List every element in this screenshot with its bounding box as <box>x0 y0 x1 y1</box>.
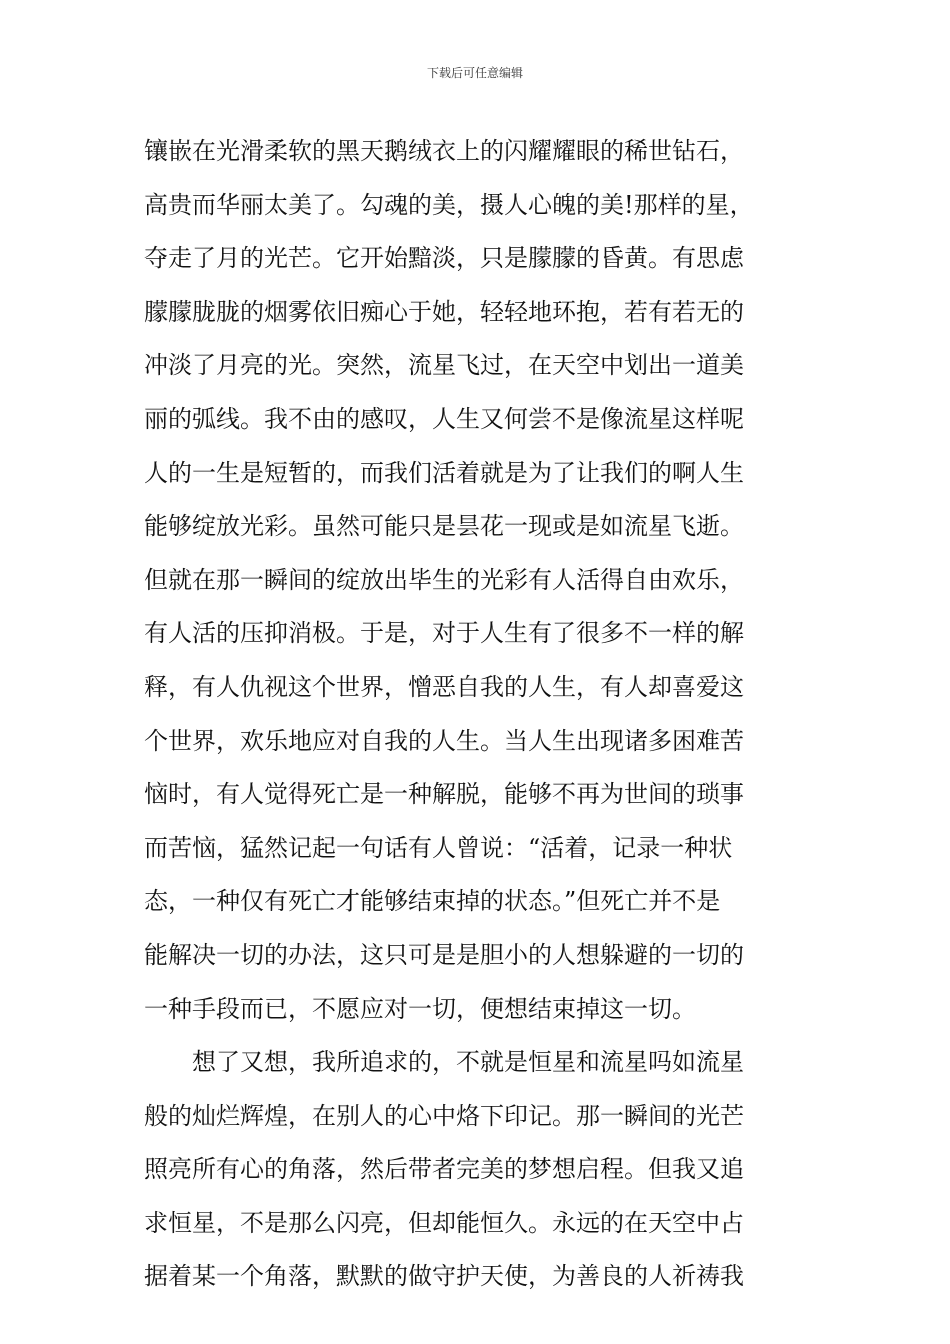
text-line: 但就在那一瞬间的绽放出毕生的光彩有人活得自由欢乐， <box>144 565 744 594</box>
text-line: 个世界，欢乐地应对自我的人生。当人生出现诸多困难苦 <box>144 726 744 755</box>
text-line: 冲淡了月亮的光。突然，流星飞过，在天空中划出一道美 <box>144 351 744 380</box>
text-line: 恼时，有人觉得死亡是一种解脱，能够不再为世间的琐事 <box>144 780 744 809</box>
text-line: 朦朦胧胧的烟雾依旧痴心于她，轻轻地环抱，若有若无的 <box>144 297 744 326</box>
text-line: 般的灿烂辉煌，在别人的心中烙下印记。那一瞬间的光芒 <box>144 1101 744 1130</box>
text-line: 求恒星，不是那么闪亮，但却能恒久。永远的在天空中占 <box>144 1208 744 1237</box>
document-body <box>144 125 814 1304</box>
paragraph-start-line: 想了又想，我所追求的，不就是恒星和流星吗如流星 <box>192 1048 744 1077</box>
text-line: 能够绽放光彩。虽然可能只是昙花一现或是如流星飞逝。 <box>144 512 744 541</box>
text-line: 能解决一切的办法，这只可是是胆小的人想躲避的一切的 <box>144 940 744 969</box>
text-line: 镶嵌在光滑柔软的黑天鹅绒衣上的闪耀耀眼的稀世钻石， <box>144 137 744 165</box>
text-line: 人的一生是短暂的，而我们活着就是为了让我们的啊人生 <box>144 458 744 487</box>
text-line: 丽的弧线。我不由的感叹，人生又何尝不是像流星这样呢 <box>144 404 744 433</box>
text-line: 而苦恼，猛然记起一句话有人曾说：“活着，记录一种状 <box>144 833 733 862</box>
text-line: 态，一种仅有死亡才能够结束掉的状态。”但死亡并不是 <box>144 887 721 916</box>
text-line: 有人活的压抑消极。于是，对于人生有了很多不一样的解 <box>144 619 744 648</box>
text-line: 高贵而华丽太美了。勾魂的美，摄人心魄的美!那样的星， <box>144 190 754 219</box>
text-line: 照亮所有心的角落，然后带者完美的梦想启程。但我又追 <box>144 1155 744 1184</box>
page-header: 下载后可任意编辑 <box>426 66 523 80</box>
text-line: 一种手段而已，不愿应对一切，便想结束掉这一切。 <box>144 994 696 1023</box>
text-line: 据着某一个角落，默默的做守护天使，为善良的人祈祷我 <box>144 1262 744 1291</box>
text-line: 释，有人仇视这个世界，憎恶自我的人生，有人却喜爱这 <box>144 672 744 701</box>
text-line: 夺走了月的光芒。它开始黯淡，只是朦朦的昏黄。有思虑 <box>144 244 744 273</box>
